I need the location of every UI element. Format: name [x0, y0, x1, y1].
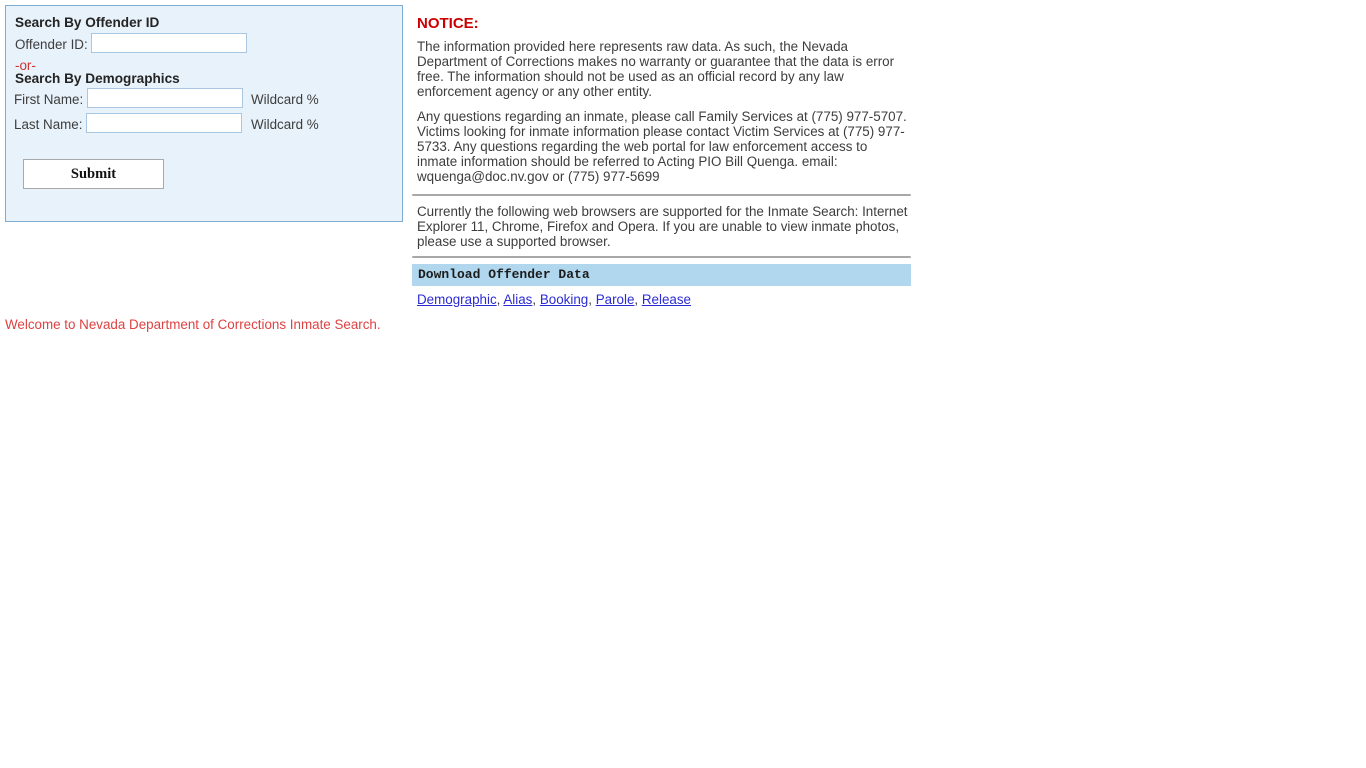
download-offender-data-header: Download Offender Data: [412, 264, 911, 286]
notice-column: [412, 10, 911, 307]
download-link-alias[interactable]: Alias: [503, 292, 533, 307]
divider-bottom: [412, 256, 911, 258]
offender-id-input[interactable]: [91, 33, 247, 53]
inmate-search-panel: [5, 5, 403, 222]
notice-heading: NOTICE:: [417, 15, 479, 32]
or-separator-text: -or-: [15, 58, 36, 73]
download-link-parole[interactable]: Parole: [595, 292, 635, 307]
first-name-label: First Name:: [14, 92, 84, 107]
divider-top: [412, 194, 911, 196]
offender-id-label: Offender ID:: [15, 37, 88, 52]
download-link-booking[interactable]: Booking: [539, 292, 589, 307]
welcome-message: Welcome to Nevada Department of Corrections Inmate Search.: [5, 317, 381, 332]
last-name-wildcard-hint: Wildcard %: [251, 117, 319, 132]
notice-paragraph-raw-data: The information provided here represents raw data. As such, the Nevada Department of Corrections makes no warranty or guarantee that the data is error free. The information should not be used as an official record by any law enforcement agency or any other entity.: [417, 39, 895, 99]
last-name-input[interactable]: [86, 113, 242, 133]
last-name-label: Last Name:: [14, 117, 83, 132]
download-link-release[interactable]: Release: [641, 292, 691, 307]
first-name-wildcard-hint: Wildcard %: [251, 92, 319, 107]
link-separator: ,: [634, 292, 642, 307]
demographics-section-title: Search By Demographics: [15, 71, 180, 86]
submit-button[interactable]: Submit: [23, 159, 164, 189]
offender-id-section-title: Search By Offender ID: [15, 15, 160, 30]
browser-support-paragraph: Currently the following web browsers are supported for the Inmate Search: Internet Explorer 11, Chrome, Firefox and Opera. If you are unable to view inmate photos, please use a supported browser.: [417, 204, 908, 249]
notice-paragraph-contacts: Any questions regarding an inmate, please call Family Services at (775) 977-5707. Victims looking for inmate information please contact Victim Services at (775) 977-5733. Any questions regarding the web portal for law enforcement access to inmate information should be referred to Acting PIO Bill Quenga. email: wquenga@doc.nv.gov or (775) 977-5699: [417, 109, 907, 184]
link-separator: ,: [532, 292, 540, 307]
download-link-demographic[interactable]: Demographic: [417, 292, 497, 307]
link-separator: ,: [588, 292, 596, 307]
first-name-input[interactable]: [87, 88, 243, 108]
link-separator: ,: [496, 292, 504, 307]
download-links: [417, 292, 911, 307]
